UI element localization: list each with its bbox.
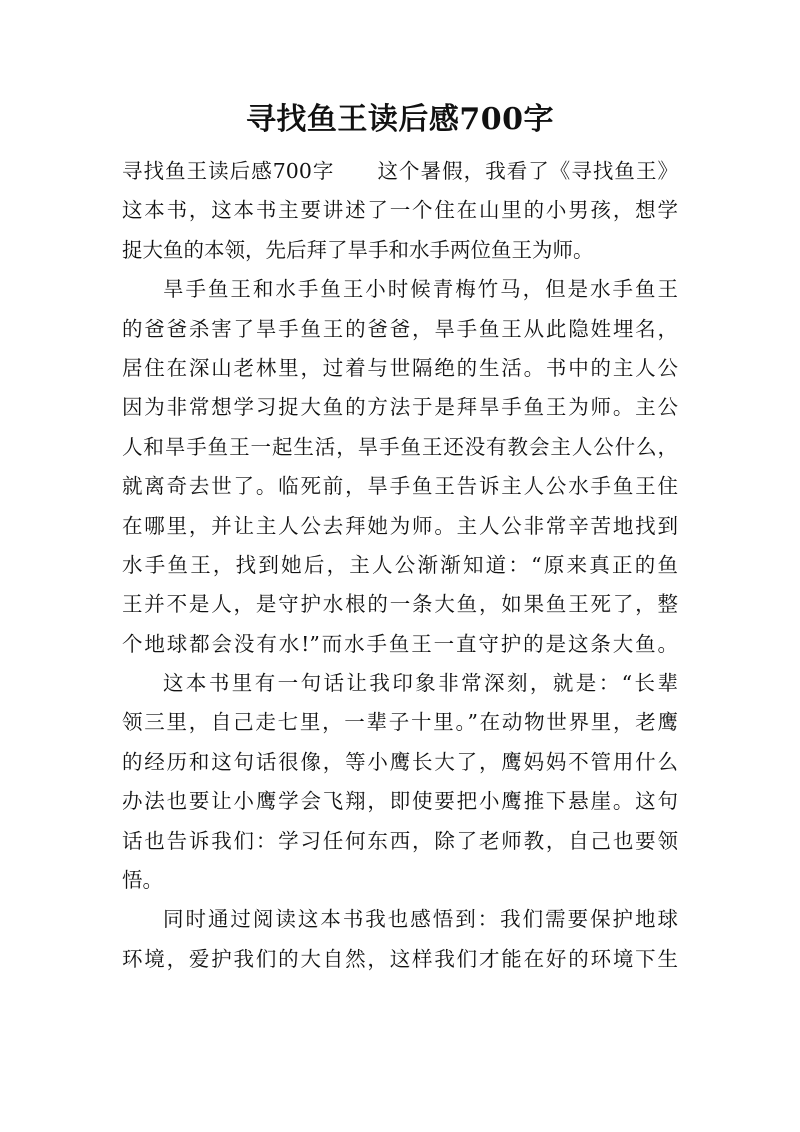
text-line: 捉大鱼的本领，先后拜了旱手和水手两位鱼王为师。: [122, 237, 594, 262]
document-body: [122, 152, 678, 979]
text-line: 寻找鱼王读后感700字 这个暑假，我看了《寻找鱼王》: [122, 159, 678, 183]
text-line: 人和旱手鱼王一起生活，旱手鱼王还没有教会主人公什么，: [122, 434, 678, 459]
text-line: 悟。: [122, 868, 163, 893]
text-line: 王并不是人，是守护水根的一条大鱼，如果鱼王死了，整: [122, 592, 678, 617]
text-line: 这本书里有一句话让我印象非常深刻，就是：“长辈: [163, 671, 678, 696]
text-line: 居住在深山老林里，过着与世隔绝的生活。书中的主人公: [122, 355, 678, 380]
text-line: 水手鱼王，找到她后，主人公渐渐知道：“原来真正的鱼: [122, 552, 678, 577]
text-line: 因为非常想学习捉大鱼的方法于是拜旱手鱼王为师。主公: [122, 395, 678, 420]
text-line: 旱手鱼王和水手鱼王小时候青梅竹马，但是水手鱼王: [163, 277, 678, 302]
text-line: 同时通过阅读这本书我也感悟到：我们需要保护地球: [163, 907, 678, 932]
text-line: 的爸爸杀害了旱手鱼王的爸爸，旱手鱼王从此隐姓埋名，: [122, 316, 678, 341]
text-line: 办法也要让小鹰学会飞翔，即使要把小鹰推下悬崖。这句: [122, 789, 678, 814]
text-line: 就离奇去世了。临死前，旱手鱼王告诉主人公水手鱼王住: [122, 474, 678, 499]
text-line: 的经历和这句话很像，等小鹰长大了，鹰妈妈不管用什么: [122, 749, 678, 774]
document-title: 寻找鱼王读后感700字: [245, 102, 555, 137]
text-line: 环境，爱护我们的大自然，这样我们才能在好的环境下生: [122, 946, 678, 971]
text-line: 话也告诉我们：学习任何东西，除了老师教，自己也要领: [122, 828, 678, 853]
text-line: 领三里，自己走七里，一辈子十里。”在动物世界里，老鹰: [122, 710, 678, 735]
text-line: 这本书，这本书主要讲述了一个住在山里的小男孩，想学: [122, 198, 678, 223]
text-line: 个地球都会没有水!”而水手鱼王一直守护的是这条大鱼。: [122, 631, 678, 656]
text-line: 在哪里，并让主人公去拜她为师。主人公非常辛苦地找到: [122, 513, 678, 538]
